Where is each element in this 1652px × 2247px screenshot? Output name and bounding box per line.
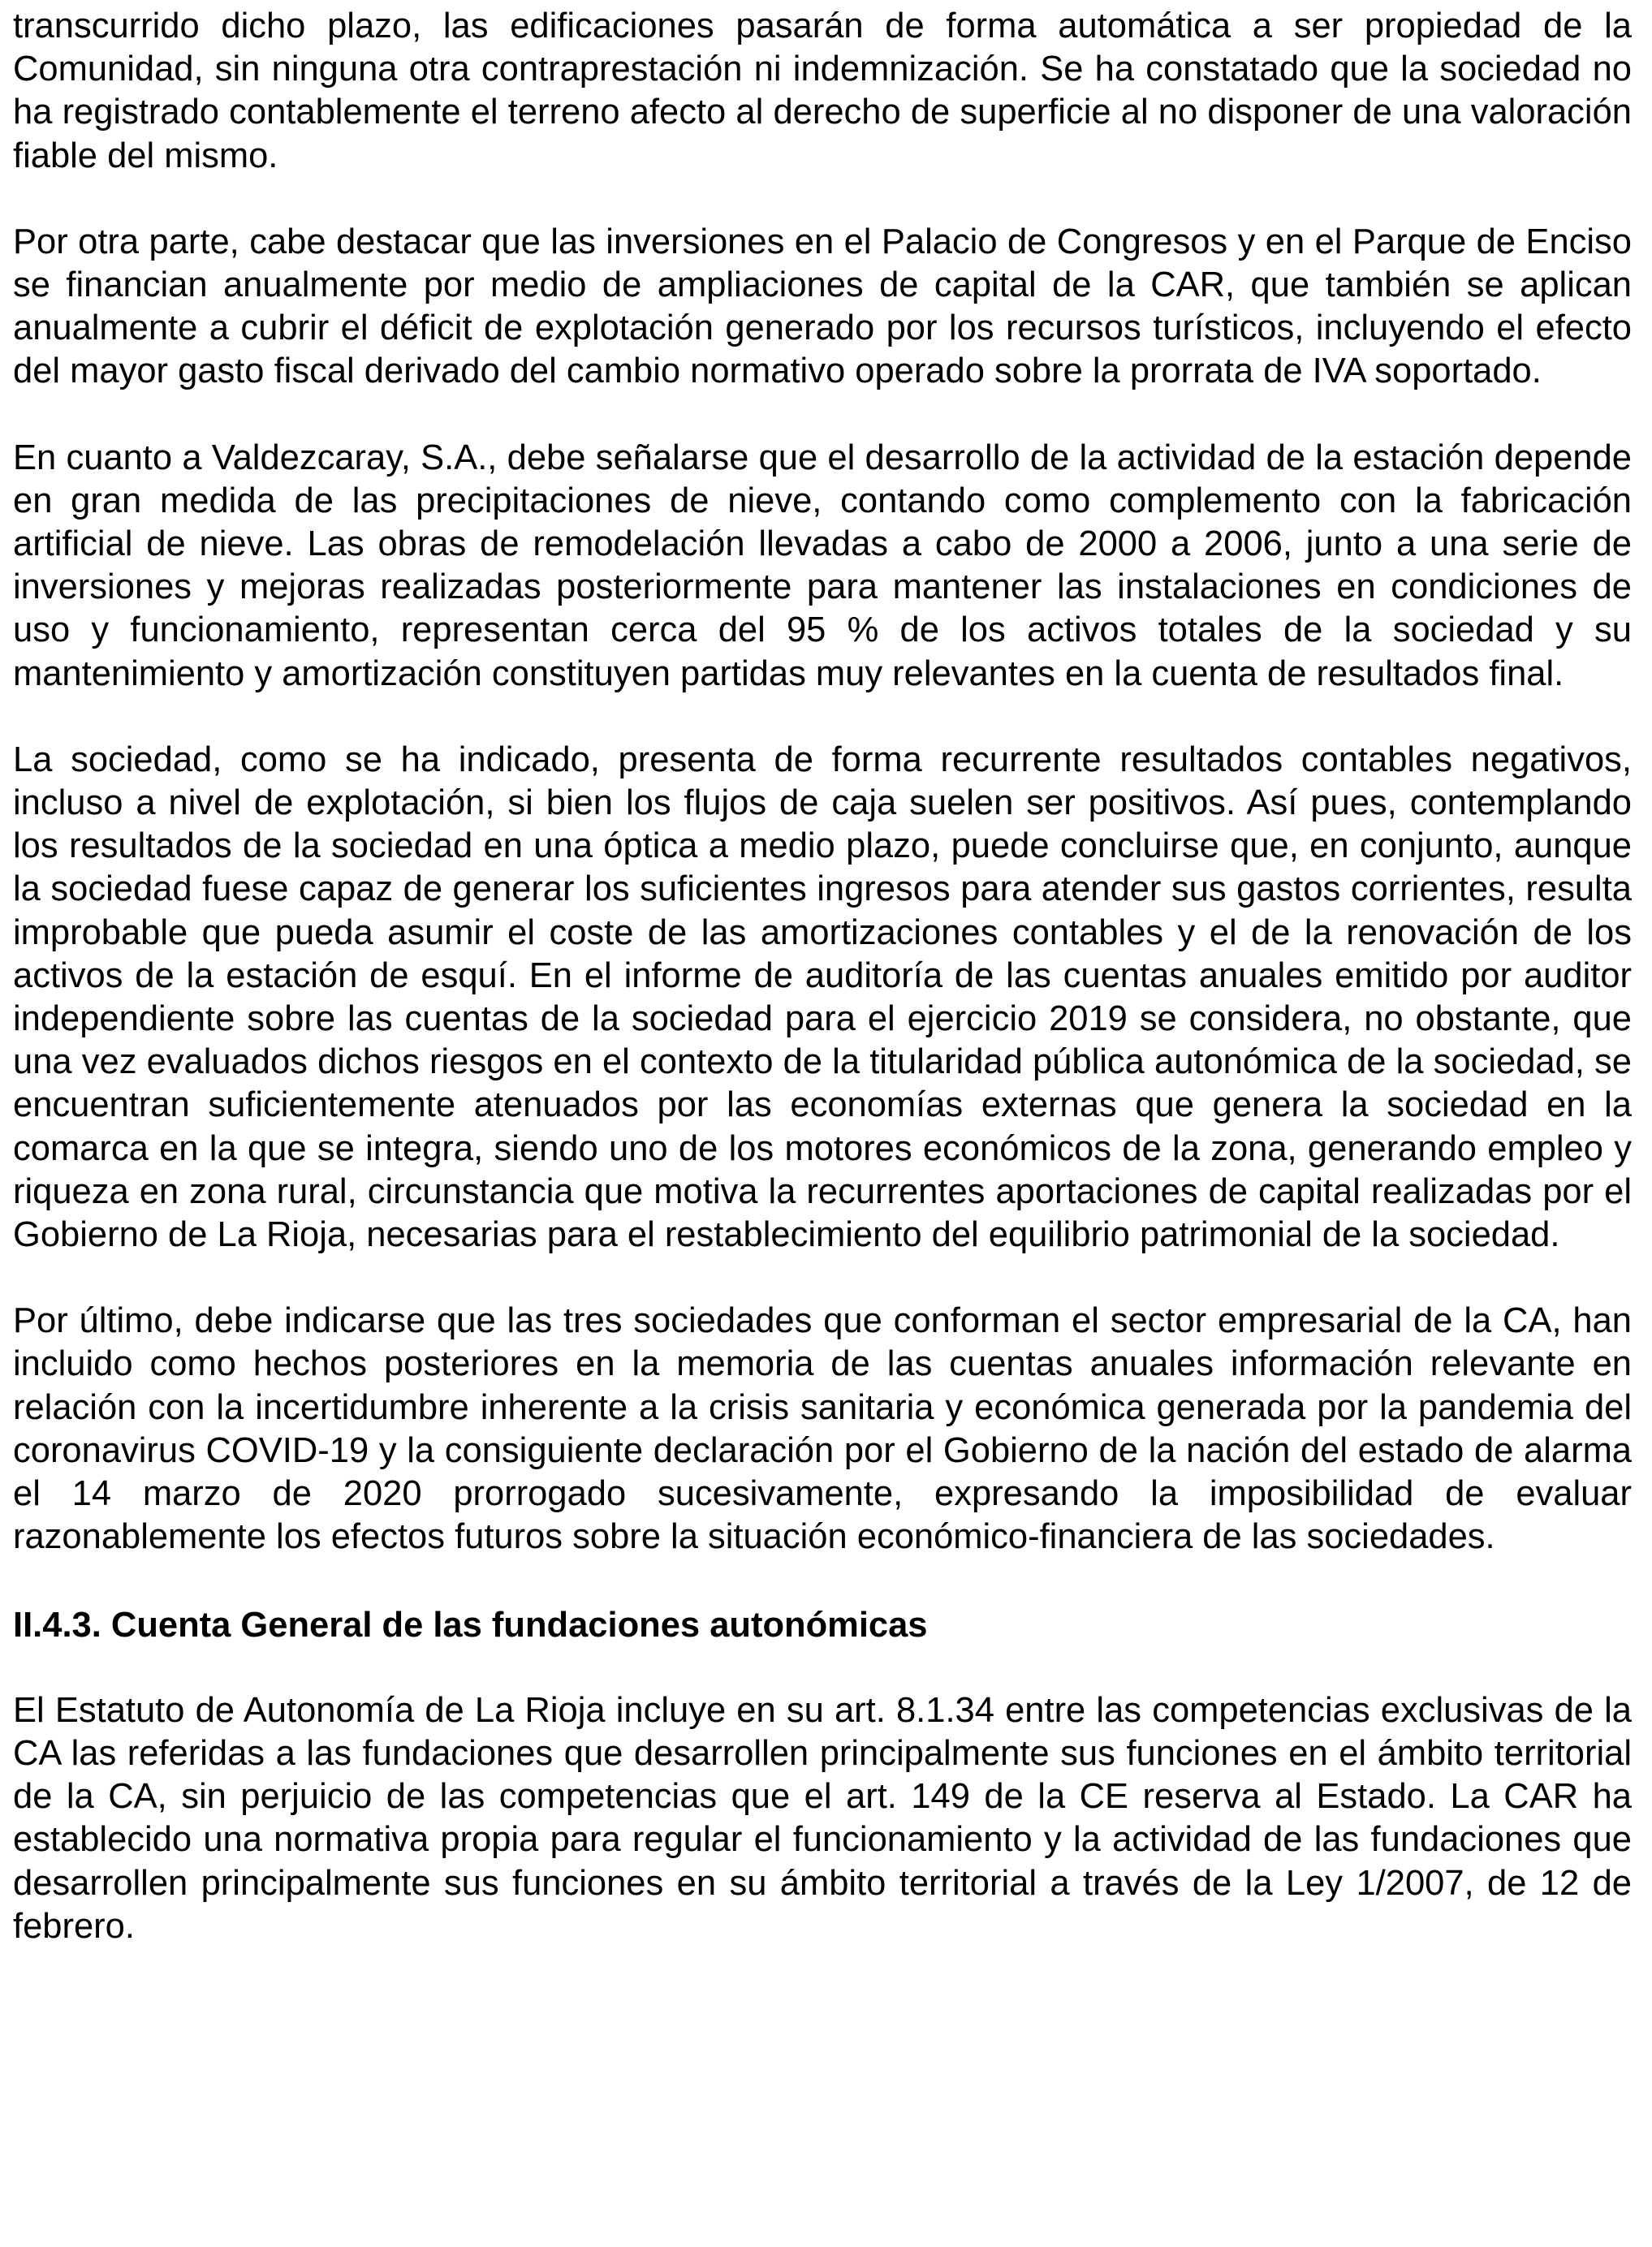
paragraph-resultados-sociedad: La sociedad, como se ha indicado, presenta de forma recurrente resultados contables negativos, incluso a nivel de explotación, si bien los flujos de caja suelen ser positivos. Así pues, contemplando los resultados de la sociedad en una óptica a medio plazo, puede concluirse que, en conjunto, aunque la sociedad fuese capaz de generar los suficientes ingresos para atender sus gastos corrientes, resulta improbable que pueda asumir el coste de las amortizaciones contables y el de la renovación de los activos de la estación de esquí. En el informe de auditoría de las cuentas anuales emitido por auditor independiente sobre las cuentas de la sociedad para el ejercicio 2019 se considera, no obstante, que una vez evaluados dichos riesgos en el contexto de la titularidad pública autonómica de la sociedad, se encuentran suficientemente atenuados por las economías externas que genera la sociedad en la comarca en la que se integra, siendo uno de los motores económicos de la zona, generando empleo y riqueza en zona rural, circunstancia que motiva la recurrentes aportaciones de capital realizadas por el Gobierno de La Rioja, necesarias para el restablecimiento del equilibrio patrimonial de la sociedad.: [13, 740, 1632, 1255]
paragraph-estatuto-autonomia: El Estatuto de Autonomía de La Rioja incluye en su art. 8.1.34 entre las competencias exclusivas de la CA las referidas a las fundaciones que desarrollen principalmente sus funciones en el ámbito territorial de la CA, sin perjuicio de las competencias que el art. 149 de la CE reserva al Estado. La CAR ha establecido una normativa propia para regular el funcionamiento y la actividad de las fundaciones que desarrollen principalmente sus funciones en su ámbito territorial a través de la Ley 1/2007, de 12 de febrero.: [13, 1690, 1632, 1946]
paragraph-valdezcaray: En cuanto a Valdezcaray, S.A., debe señalarse que el desarrollo de la actividad de la estación depende en gran medida de las precipitaciones de nieve, contando como complemento con la fabricación artificial de nieve. Las obras de remodelación llevadas a cabo de 2000 a 2006, junto a una serie de inversiones y mejoras realizadas posteriormente para mantener las instalaciones en condiciones de uso y funcionamiento, representan cerca del 95 % de los activos totales de la sociedad y su mantenimiento y amortización constituyen partidas muy relevantes en la cuenta de resultados final.: [13, 438, 1632, 693]
paragraph-derecho-superficie: transcurrido dicho plazo, las edificaciones pasarán de forma automática a ser propiedad de la Comunidad, sin ninguna otra contraprestación ni indemnización. Se ha constatado que la sociedad no ha registrado contablemente el terreno afecto al derecho de superficie al no disponer de una valoración fiable del mismo.: [13, 6, 1632, 175]
section-heading: II.4.3. Cuenta General de las fundaciones autonómicas: [13, 1605, 928, 1645]
document-page: [13, 0, 1632, 1991]
paragraph-covid-hechos-posteriores: Por último, debe indicarse que las tres sociedades que conforman el sector empresarial de la CA, han incluido como hechos posteriores en la memoria de las cuentas anuales información relevante en relación con la incertidumbre inherente a la crisis sanitaria y económica generada por la pandemia del coronavirus COVID-19 y la consiguiente declaración por el Gobierno de la nación del estado de alarma el 14 marzo de 2020 prorrogado sucesivamente, expresando la imposibilidad de evaluar razonablemente los efectos futuros sobre la situación económico-financiera de las sociedades.: [13, 1301, 1632, 1557]
paragraph-inversiones-palacio: Por otra parte, cabe destacar que las inversiones en el Palacio de Congresos y en el Parque de Enciso se financian anualmente por medio de ampliaciones de capital de la CAR, que también se aplican anualmente a cubrir el déficit de explotación generado por los recursos turísticos, incluyendo el efecto del mayor gasto fiscal derivado del cambio normativo operado sobre la prorrata de IVA soportado.: [13, 222, 1632, 391]
